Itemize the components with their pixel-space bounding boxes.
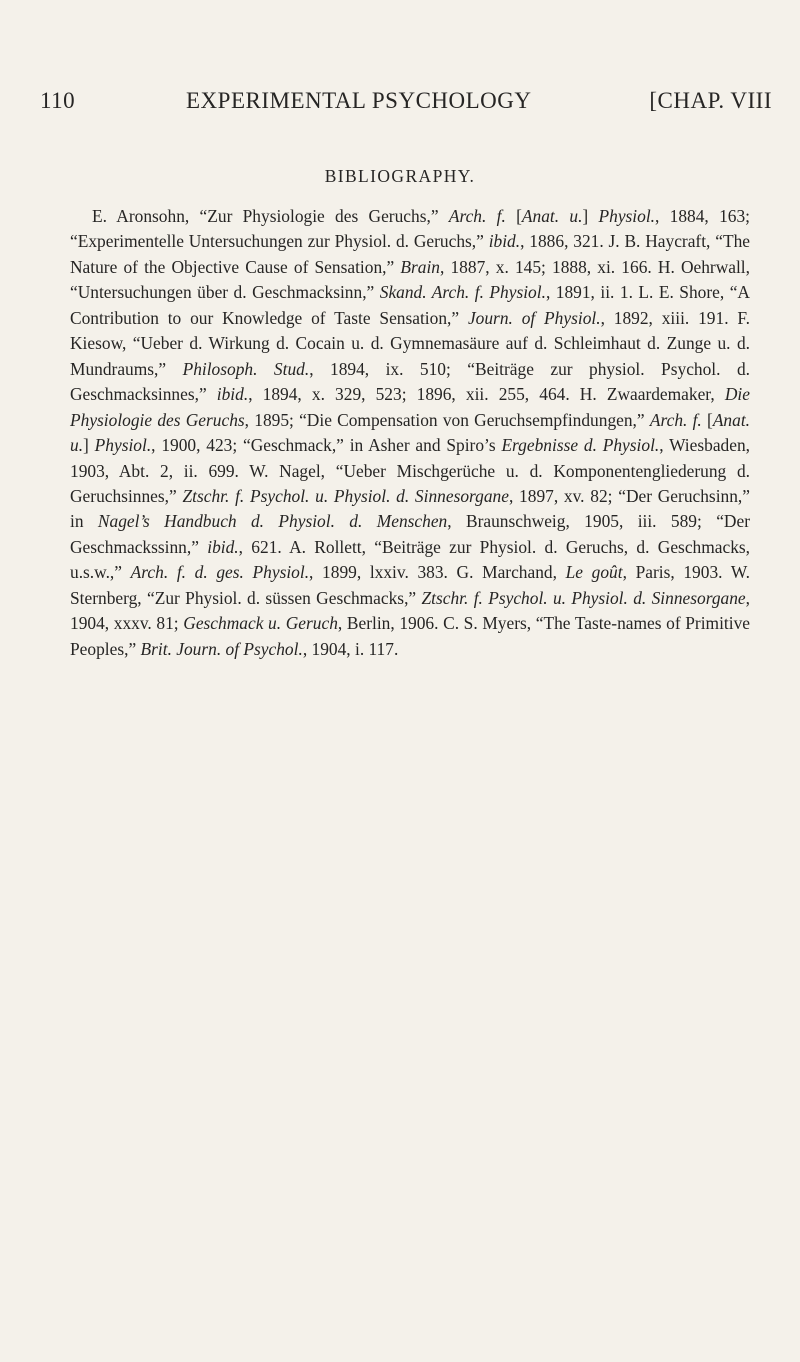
citation-title-italic: ibid. (207, 536, 239, 557)
citation-text: , Berlin, 1906. C. S. Myers, “The Taste-names of Primitive Peoples,” (70, 613, 750, 659)
citation-text: ] (83, 435, 95, 456)
citation-text: [ (505, 206, 522, 226)
citation-text: , 1894, x. 329, 523; 1896, xii. 255, 464. H. Zwaardemaker, (248, 384, 725, 405)
bibliography-paragraph (70, 204, 750, 662)
citation-text: , 621. A. Rollett, “Beiträge zur Physiol. d. Geruchs, d. Geschmacks, u.s.w.,” (70, 536, 751, 583)
citation-title-italic: Die Physiologie des Geruchs (70, 384, 750, 430)
citation-text: , 1892, xiii. 191. F. Kiesow, “Ueber d. Wirkung d. Cocain u. d. Gymnemasäure auf d. Schleimhaut d. Zunge u. d. Mundraums,” (70, 307, 750, 379)
citation-text: , 1891, ii. 1. L. E. Shore, “A Contribution to our Knowledge of Taste Sensation,” (70, 282, 750, 328)
chapter-label: [CHAP. VIII (649, 88, 772, 113)
citation-title-italic: Anat. u. (521, 206, 583, 226)
citation-title-italic: Arch. f. (649, 409, 702, 430)
page-number: 110 (40, 88, 76, 113)
citation-text: ] (582, 206, 599, 226)
citation-title-italic: Anat. u. (70, 409, 751, 456)
citation-title-italic: Journ. of Physiol. (467, 307, 601, 328)
citation-title-italic: Le goût (565, 562, 623, 583)
citation-text: E. Aronsohn, “Zur Physiologie des Geruchs,” (92, 206, 449, 226)
citation-title-italic: Arch. f. d. ges. Physiol. (130, 562, 310, 583)
citation-title-italic: Geschmack u. Geruch (183, 613, 338, 634)
citation-title-italic: Philosoph. Stud. (182, 358, 310, 379)
citation-text: , 1899, lxxiv. 383. G. Marchand, (309, 562, 566, 583)
citation-title-italic: Physiol. (598, 206, 656, 226)
citation-title-italic: Brit. Journ. of Psychol. (140, 638, 303, 659)
citation-text: , Paris, 1903. W. Sternberg, “Zur Physiol. d. süssen Geschmacks,” (70, 562, 750, 608)
citation-text: , 1894, ix. 510; “Beiträge zur physiol. Psychol. d. Geschmacksinnes,” (70, 358, 750, 405)
citation-text: , 1884, 163; “Experimentelle Untersuchungen zur Physiol. d. Geruchs,” (70, 206, 750, 252)
citation-title-italic: Nagel’s Handbuch d. Physiol. d. Menschen (97, 511, 448, 532)
citation-text: , 1887, x. 145; 1888, xi. 166. H. Oehrwall, “Untersuchungen über d. Geschmacksinn,” (70, 256, 750, 303)
citation-title-italic: Ztschr. f. Psychol. u. Physiol. d. Sinnesorgane (421, 587, 746, 608)
citation-text: , Braunschweig, 1905, iii. 589; “Der Geschmackssinn,” (70, 511, 751, 557)
citation-title-italic: Arch. f. (448, 206, 506, 226)
running-header (40, 88, 772, 116)
citation-text: , Wiesbaden, 1903, Abt. 2, ii. 699. W. Nagel, “Ueber Mischgerüche u. d. Komponentengliederung d. Geruchsinnes,” (70, 435, 750, 506)
citation-text: , 1895; “Die Compensation von Geruchsempfindungen,” (244, 409, 650, 430)
citation-title-italic: ibid. (488, 231, 521, 252)
citation-text: , 1904, xxxv. 81; (70, 587, 750, 634)
citation-title-italic: Brain (400, 256, 440, 277)
citation-text: , 1897, xv. 82; “Der Geruchsinn,” in (70, 485, 750, 532)
citation-text: [ (701, 409, 713, 430)
citation-title-italic: Ztschr. f. Psychol. u. Physiol. d. Sinnesorgane (182, 485, 509, 506)
section-heading: BIBLIOGRAPHY. (324, 166, 476, 186)
running-title: EXPERIMENTAL PSYCHOLOGY (186, 88, 532, 113)
citation-text: , 1886, 321. J. B. Haycraft, “The Nature of the Objective Cause of Sensation,” (70, 231, 750, 277)
citation-text: , 1904, i. 117. (302, 638, 399, 659)
citation-title-italic: Skand. Arch. f. Physiol. (379, 282, 546, 303)
citation-title-italic: ibid. (216, 384, 249, 405)
citation-text: , 1900, 423; “Geschmack,” in Asher and Spiro’s (151, 435, 502, 456)
citation-title-italic: Ergebnisse d. Physiol. (501, 435, 660, 456)
citation-title-italic: Physiol. (94, 435, 152, 456)
